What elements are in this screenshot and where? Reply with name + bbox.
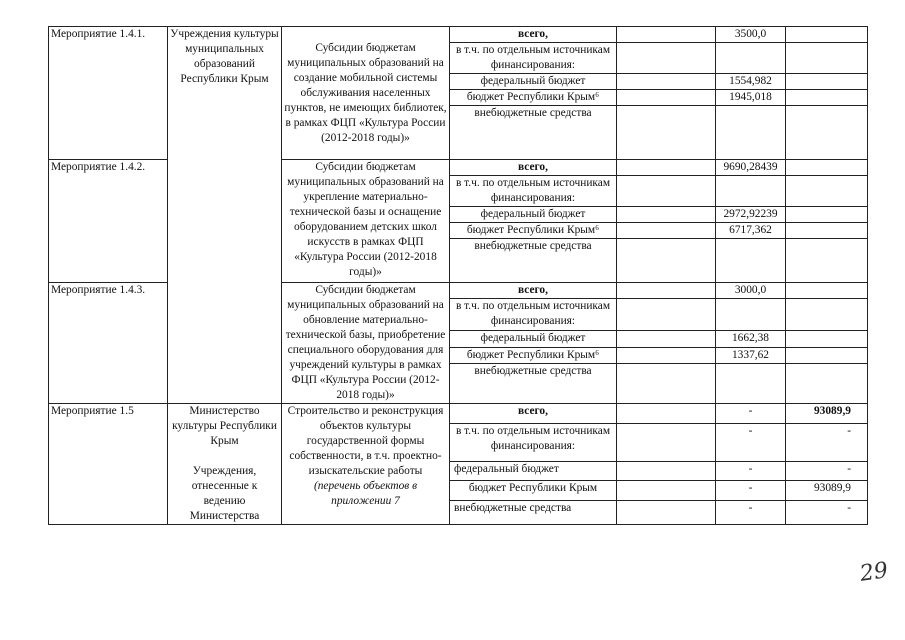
- value-col2: 6717,362: [716, 223, 786, 239]
- value-col1: [617, 299, 716, 331]
- value-col1: [617, 90, 716, 106]
- value-col1: [617, 106, 716, 160]
- value-col2: -: [716, 404, 786, 424]
- value-col1: [617, 176, 716, 207]
- value-col3: -: [786, 461, 868, 481]
- value-col1: [617, 423, 716, 461]
- description-cell: Субсидии бюджетам муниципальных образований на создание мобильной системы обслуживания населенных пунктов, не имеющих библиотек, в рамках ФЦП «Культура России (2012-2018 годы)»: [282, 27, 450, 160]
- value-col2: 3000,0: [716, 283, 786, 299]
- value-col1: [617, 239, 716, 283]
- value-col1: [617, 347, 716, 363]
- value-col2: [716, 176, 786, 207]
- value-col3: [786, 176, 868, 207]
- value-col2: [716, 239, 786, 283]
- table-row: [49, 404, 868, 424]
- source-label: федеральный бюджет: [450, 207, 617, 223]
- source-label: федеральный бюджет: [450, 331, 617, 347]
- value-col2: -: [716, 423, 786, 461]
- value-col3: [786, 347, 868, 363]
- value-col3: [786, 90, 868, 106]
- value-col1: [617, 404, 716, 424]
- value-col2: 1554,982: [716, 74, 786, 90]
- value-col2: -: [716, 481, 786, 501]
- executor-institutions: Учреждения, отнесенные к ведению Министерства: [189, 465, 260, 522]
- executor-cell: Учреждения культуры муниципальных образований Республики Крым: [168, 27, 282, 404]
- value-col2: 1945,018: [716, 90, 786, 106]
- value-col2: [716, 106, 786, 160]
- source-label: внебюджетные средства: [450, 239, 617, 283]
- value-col1: [617, 331, 716, 347]
- source-label: всего,: [450, 160, 617, 176]
- value-col3: 93089,9: [786, 404, 868, 424]
- description-cell: [282, 404, 450, 525]
- value-col1: [617, 501, 716, 525]
- value-col2: 1662,38: [716, 331, 786, 347]
- value-col1: [617, 283, 716, 299]
- executor-ministry: Министерство культуры Республики Крым: [172, 405, 277, 447]
- value-col2: 3500,0: [716, 27, 786, 43]
- description-cell: Субсидии бюджетам муниципальных образований на обновление материально-технической базы, приобретение специального оборудования для учреждений культуры в рамках ФЦП «Культура России (2012-2018 годы)»: [282, 283, 450, 404]
- value-col2: 9690,28439: [716, 160, 786, 176]
- value-col1: [617, 461, 716, 481]
- source-label: всего,: [450, 27, 617, 43]
- source-label: внебюджетные средства: [450, 106, 617, 160]
- table-row: [49, 27, 868, 43]
- activity-cell: Мероприятие 1.4.2.: [49, 160, 168, 283]
- value-col3: 93089,9: [786, 481, 868, 501]
- value-col3: [786, 106, 868, 160]
- value-col3: [786, 74, 868, 90]
- value-col2: [716, 364, 786, 404]
- activity-cell: Мероприятие 1.4.1.: [49, 27, 168, 160]
- value-col1: [617, 160, 716, 176]
- value-col1: [617, 207, 716, 223]
- source-label: в т.ч. по отдельным источникам финансирования:: [450, 43, 617, 74]
- value-col2: 1337,62: [716, 347, 786, 363]
- value-col2: -: [716, 461, 786, 481]
- value-col1: [617, 27, 716, 43]
- value-col3: [786, 27, 868, 43]
- value-col1: [617, 223, 716, 239]
- value-col1: [617, 74, 716, 90]
- source-label: внебюджетные средства: [450, 501, 617, 525]
- source-label: всего,: [450, 404, 617, 424]
- source-label: бюджет Республики Крым⁶: [450, 90, 617, 106]
- description-cell: Субсидии бюджетам муниципальных образований на укрепление материально-технической базы и оснащение оборудованием детских школ искусств в рамках ФЦП «Культура России (2012-2018 годы)»: [282, 160, 450, 283]
- value-col3: [786, 364, 868, 404]
- value-col3: [786, 331, 868, 347]
- value-col2: 2972,92239: [716, 207, 786, 223]
- value-col2: [716, 43, 786, 74]
- activity-cell: Мероприятие 1.5: [49, 404, 168, 525]
- source-label: бюджет Республики Крым⁶: [450, 223, 617, 239]
- value-col3: [786, 223, 868, 239]
- value-col1: [617, 364, 716, 404]
- description-text: Строительство и реконструкция объектов культуры государственной формы собственности, в т.ч. проектно-изыскательские работы: [287, 405, 444, 477]
- value-col3: [786, 207, 868, 223]
- executor-cell: [168, 404, 282, 525]
- source-label: бюджет Республики Крым⁶: [450, 347, 617, 363]
- source-label: всего,: [450, 283, 617, 299]
- page-number: 29: [858, 558, 890, 587]
- value-col1: [617, 481, 716, 501]
- value-col3: -: [786, 501, 868, 525]
- value-col3: [786, 160, 868, 176]
- source-label: в т.ч. по отдельным источникам финансирования:: [450, 423, 617, 461]
- value-col3: [786, 239, 868, 283]
- description-note: (перечень объектов в приложении 7: [313, 480, 418, 507]
- value-col2: -: [716, 501, 786, 525]
- source-label: в т.ч. по отдельным источникам финансирования:: [450, 299, 617, 331]
- source-label: бюджет Республики Крым: [450, 481, 617, 501]
- value-col3: [786, 283, 868, 299]
- activity-cell: Мероприятие 1.4.3.: [49, 283, 168, 404]
- budget-table: [48, 26, 868, 525]
- value-col3: [786, 43, 868, 74]
- value-col3: [786, 299, 868, 331]
- source-label: внебюджетные средства: [450, 364, 617, 404]
- value-col3: -: [786, 423, 868, 461]
- value-col1: [617, 43, 716, 74]
- source-label: федеральный бюджет: [450, 74, 617, 90]
- value-col2: [716, 299, 786, 331]
- source-label: федеральный бюджет: [450, 461, 617, 481]
- source-label: в т.ч. по отдельным источникам финансирования:: [450, 176, 617, 207]
